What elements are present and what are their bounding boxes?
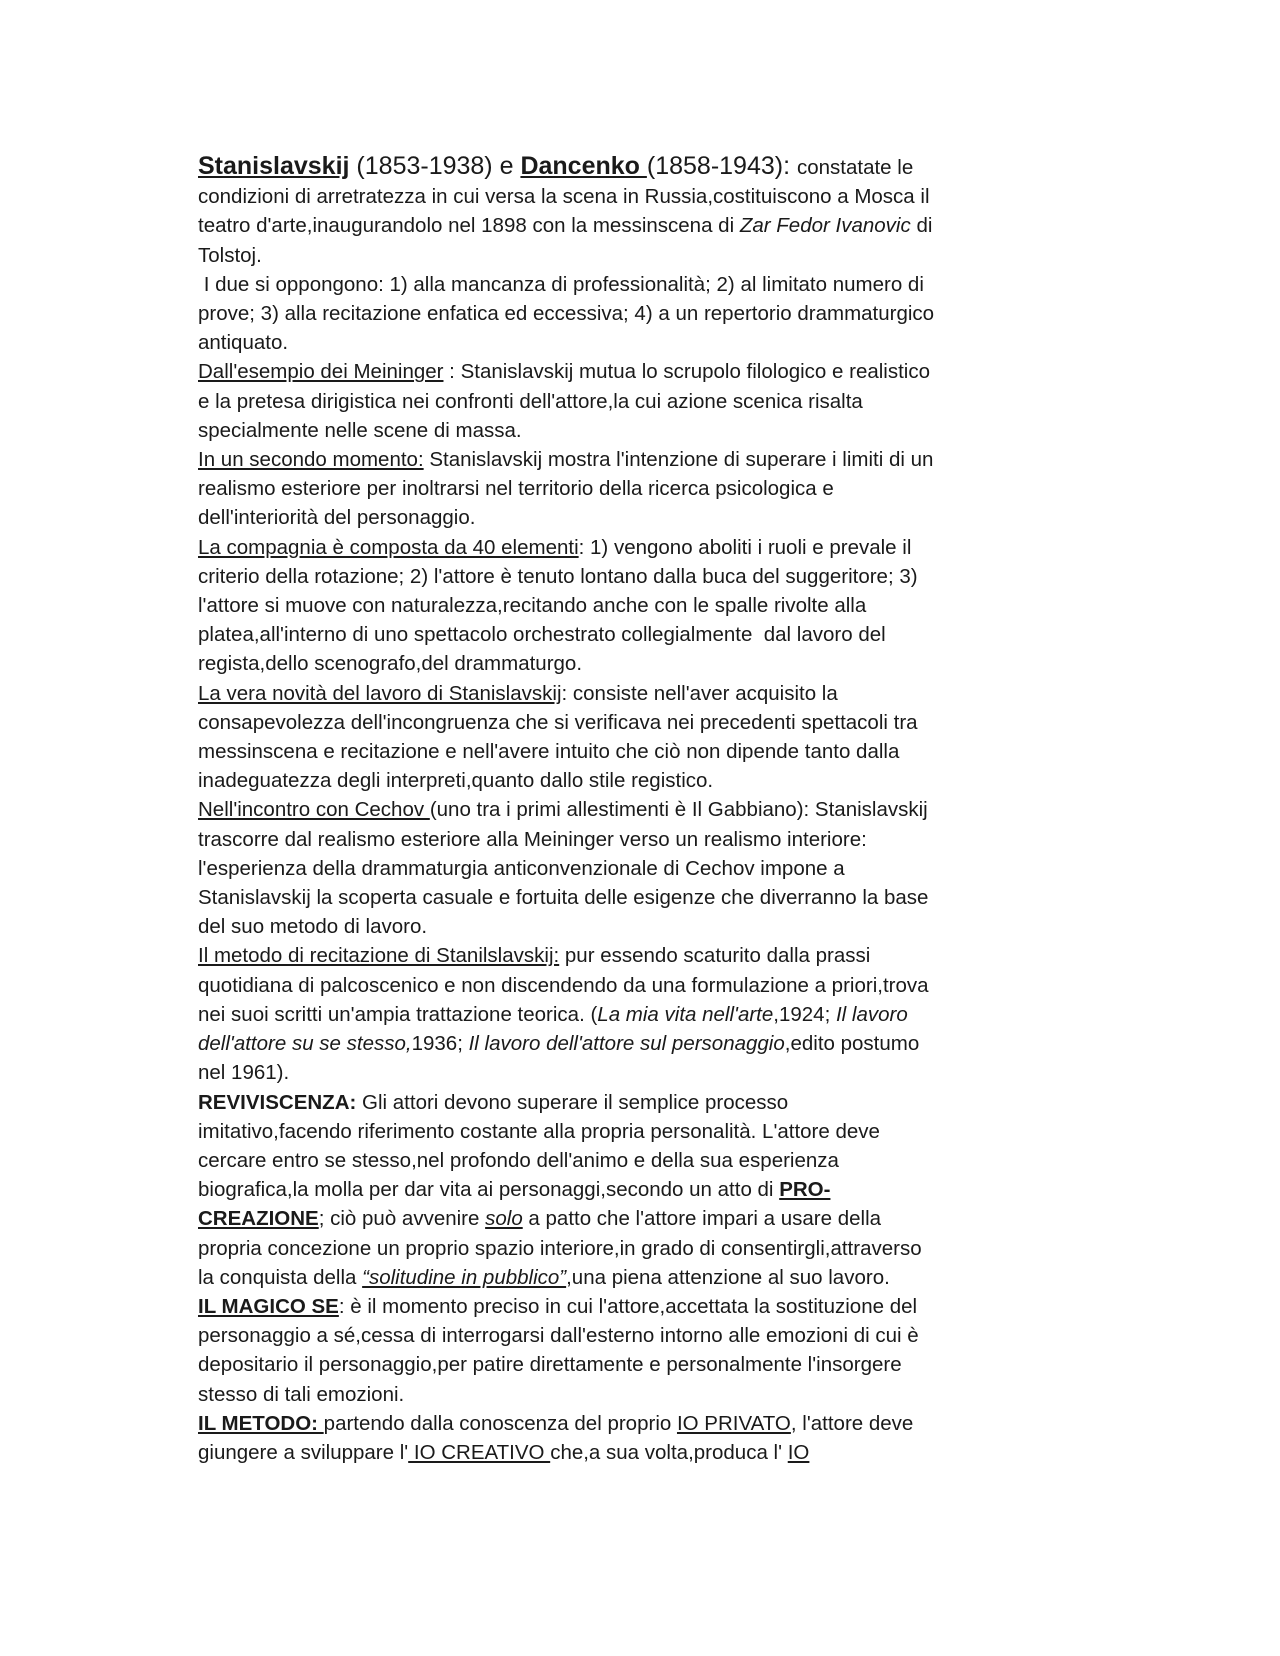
text-line xyxy=(198,1263,1088,1292)
text-span: ,edito postumo xyxy=(784,1032,920,1056)
text-line: del suo metodo di lavoro. xyxy=(198,915,428,939)
term-io-creativo: IO CREATIVO xyxy=(408,1440,551,1464)
text-line xyxy=(198,1029,1088,1058)
text-line xyxy=(198,1292,1088,1321)
text-span: a patto che l'attore impari a usare della xyxy=(522,1207,882,1231)
text-span: 1936; xyxy=(411,1032,469,1056)
text-line xyxy=(198,1409,1088,1438)
text-line: messinscena e recitazione e nell'avere intuito che ciò non dipende tanto dalla xyxy=(198,740,900,764)
section-heading-cechov: Nell'incontro con Cechov xyxy=(198,798,430,822)
text-span: pur essendo scaturito dalla prassi xyxy=(559,944,871,968)
text-line: l'attore si muove con naturalezza,recitando anche con le spalle rivolte alla xyxy=(198,594,867,618)
text-line: stesso di tali emozioni. xyxy=(198,1382,405,1406)
section-heading-metodo-recitazione: Il metodo di recitazione di Stanilslavskij: xyxy=(198,944,560,968)
text-span: , l'attore deve xyxy=(790,1411,914,1435)
book-title-personaggio: Il lavoro dell'attore sul personaggio xyxy=(468,1032,785,1056)
term-io-privato: IO PRIVATO xyxy=(676,1411,791,1435)
doc-title-line xyxy=(198,152,1088,182)
text-line xyxy=(198,357,1088,386)
section-heading-secondo-momento: In un secondo momento: xyxy=(198,448,424,472)
text-line: specialmente nelle scene di massa. xyxy=(198,418,522,442)
text-line xyxy=(198,1175,1088,1204)
text-line xyxy=(198,679,1088,708)
text-line xyxy=(198,533,1088,562)
text-span: : 1) vengono aboliti i ruoli e prevale il xyxy=(578,535,912,559)
text-line: depositario il personaggio,per patire direttamente e personalmente l'insorgere xyxy=(198,1353,902,1377)
term-io: IO xyxy=(787,1440,810,1464)
text-line: propria concezione un proprio spazio interiore,in grado di consentirgli,attraverso xyxy=(198,1236,922,1260)
text-line: platea,all'interno di uno spettacolo orchestrato collegialmente dal lavoro del xyxy=(198,623,886,647)
name-dancenko: Dancenko xyxy=(520,152,647,180)
term-solo: solo xyxy=(485,1207,523,1231)
text-line: l'esperienza della drammaturgia anticonvenzionale di Cechov impone a xyxy=(198,856,845,880)
section-heading-meininger: Dall'esempio dei Meininger xyxy=(198,360,444,384)
text-span: ; ciò può avvenire xyxy=(318,1207,486,1231)
name-stanislavskij: Stanislavskij xyxy=(198,152,350,180)
text-span: Stanislavskij mostra l'intenzione di superare i limiti di un xyxy=(423,448,934,472)
book-title-lavoro-part: Il lavoro xyxy=(835,1002,908,1026)
text-span: : Stanislavskij mutua lo scrupolo filologico e realistico xyxy=(443,360,931,384)
text-span: ,1924; xyxy=(773,1002,836,1026)
text-line: quotidiana di palcoscenico e non discendendo da una formulazione a priori,trova xyxy=(198,973,929,997)
text-line: nel 1961). xyxy=(198,1061,290,1085)
text-span: : consiste nell'aver acquisito la xyxy=(561,681,838,705)
text-line: inadeguatezza degli interpreti,quanto dallo stile registico. xyxy=(198,769,714,793)
text-line xyxy=(198,795,1088,824)
term-solitudine-pubblico: “solitudine in pubblico” xyxy=(362,1265,567,1289)
text-line: criterio della rotazione; 2) l'attore è tenuto lontano dalla buca del suggeritore; 3) xyxy=(198,564,918,588)
text-line xyxy=(198,1000,1088,1029)
section-heading-compagnia: La compagnia è composta da 40 elementi xyxy=(198,535,579,559)
section-heading-magico-se: IL MAGICO SE xyxy=(198,1294,339,1318)
text-span: ,una piena attenzione al suo lavoro. xyxy=(566,1265,890,1289)
section-heading-il-metodo: IL METODO: xyxy=(198,1411,324,1435)
text-line: personaggio a sé,cessa di interrogarsi dall'esterno intorno alle emozioni di cui è xyxy=(198,1324,919,1348)
book-title-vita-arte: La mia vita nell'arte xyxy=(597,1002,774,1026)
text-line: I due si oppongono: 1) alla mancanza di professionalità; 2) al limitato numero di xyxy=(198,272,924,296)
document-page xyxy=(198,152,1088,1467)
text-span: (uno tra i primi allestimenti è Il Gabbiano): Stanislavskij xyxy=(429,798,928,822)
text-line: imitativo,facendo riferimento costante alla propria personalità. L'attore deve xyxy=(198,1119,880,1143)
text-span: biografica,la molla per dar vita ai personaggi,secondo un atto di xyxy=(198,1178,780,1202)
dates-stanislavskij: (1853-1938) e xyxy=(349,152,521,180)
section-heading-vera-novita: La vera novità del lavoro di Stanislavskij xyxy=(198,681,562,705)
term-pro-creazione: PRO- xyxy=(779,1178,831,1202)
text-span: : è il momento preciso in cui l'attore,accettata la sostituzione del xyxy=(338,1294,918,1318)
section-heading-reviviscenza: REVIVISCENZA: xyxy=(198,1090,357,1114)
text-line: cercare entro se stesso,nel profondo dell'animo e della sua esperienza xyxy=(198,1148,839,1172)
text-line: Tolstoj. xyxy=(198,243,262,267)
text-line: condizioni di arretratezza in cui versa la scena in Russia,costituiscono a Mosca il xyxy=(198,185,930,209)
title-lead-text: constatate le xyxy=(796,156,914,179)
text-span: che,a sua volta,produca l' xyxy=(550,1440,788,1464)
term-pro-creazione: CREAZIONE xyxy=(198,1207,319,1231)
text-span: nei suoi scritti un'ampia trattazione teorica. ( xyxy=(198,1002,598,1026)
text-span: la conquista della xyxy=(198,1265,363,1289)
book-title-lavoro-part: dell'attore su se stesso, xyxy=(198,1032,412,1056)
text-line: regista,dello scenografo,del drammaturgo. xyxy=(198,652,583,676)
play-title-zar-fedor: Zar Fedor Ivanovic xyxy=(739,214,911,238)
dates-dancenko: (1858-1943): xyxy=(646,152,797,180)
text-line xyxy=(198,1204,1088,1233)
text-span: di xyxy=(910,214,933,238)
text-line: antiquato. xyxy=(198,331,289,355)
text-line xyxy=(198,1438,1088,1467)
text-span: teatro d'arte,inaugurandolo nel 1898 con la messinscena di xyxy=(198,214,740,238)
text-line: dell'interiorità del personaggio. xyxy=(198,506,476,530)
text-span: Gli attori devono superare il semplice processo xyxy=(356,1090,789,1114)
text-line: e la pretesa dirigistica nei confronti dell'attore,la cui azione scenica risalta xyxy=(198,389,863,413)
text-line xyxy=(198,1088,1088,1117)
text-line xyxy=(198,211,1088,240)
text-line xyxy=(198,941,1088,970)
text-line: consapevolezza dell'incongruenza che si verificava nei precedenti spettacoli tra xyxy=(198,710,918,734)
text-line xyxy=(198,445,1088,474)
text-line: realismo esteriore per inoltrarsi nel territorio della ricerca psicologica e xyxy=(198,477,834,501)
text-line: trascorre dal realismo esteriore alla Meininger verso un realismo interiore: xyxy=(198,827,867,851)
text-span: giungere a sviluppare l' xyxy=(198,1440,409,1464)
text-line: prove; 3) alla recitazione enfatica ed eccessiva; 4) a un repertorio drammaturgico xyxy=(198,302,935,326)
text-span: partendo dalla conoscenza del proprio xyxy=(323,1411,677,1435)
text-line: Stanislavskij la scoperta casuale e fortuita delle esigenze che diverranno la base xyxy=(198,886,929,910)
